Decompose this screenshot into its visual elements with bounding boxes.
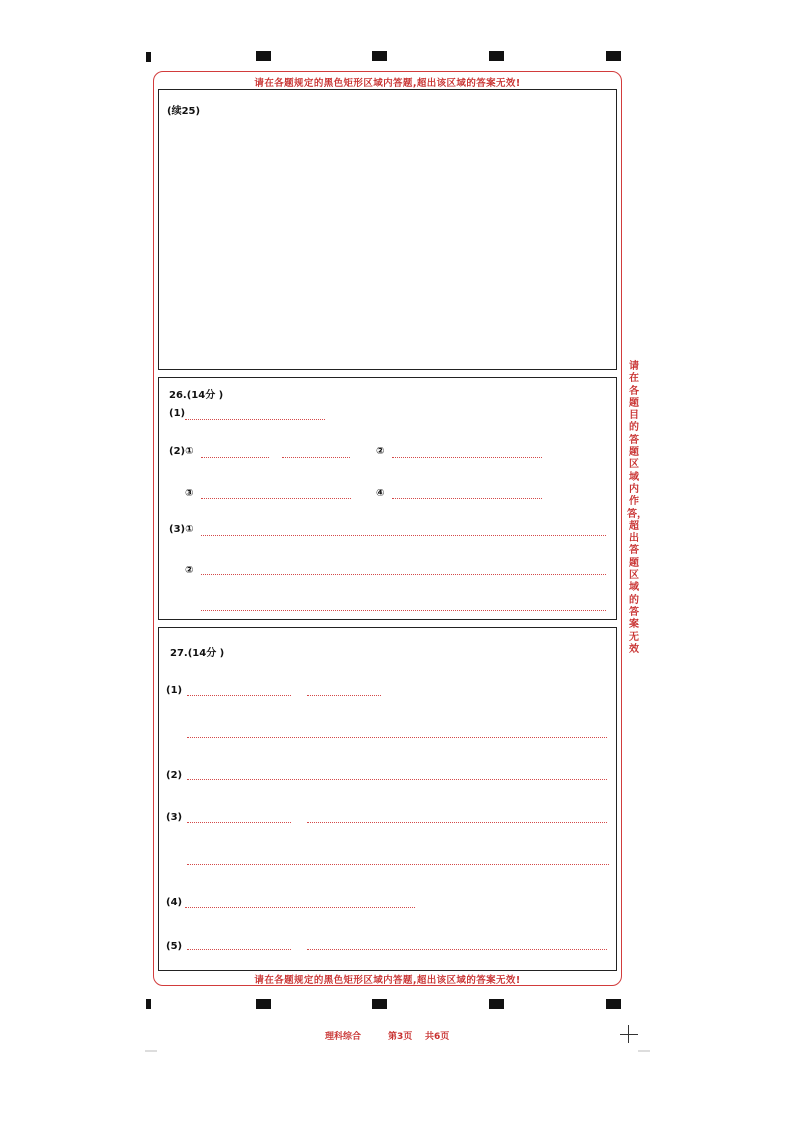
- alignment-marker-top-2: [256, 51, 271, 61]
- alignment-marker-bottom-4: [489, 999, 504, 1009]
- side-notice: 请在各题目的答题区域内作答，超出答题区域的答案无效: [627, 361, 647, 655]
- alignment-marker-bottom-5: [606, 999, 621, 1009]
- q26-part1-label: (1): [169, 408, 186, 419]
- alignment-marker-bottom-2: [256, 999, 271, 1009]
- q26-title: 26.(14分 ): [169, 390, 224, 401]
- answer-box-q26: [158, 377, 617, 620]
- scan-edge-right: [638, 1050, 650, 1052]
- q27-part5-answer-line-a[interactable]: [187, 949, 291, 950]
- q26-part2-2-answer-line[interactable]: [392, 457, 542, 458]
- alignment-marker-bottom-1: [146, 999, 151, 1009]
- q26-part2-3-label: ③: [185, 488, 194, 499]
- alignment-marker-top-1: [146, 52, 151, 62]
- q27-part2-answer-line[interactable]: [187, 779, 607, 780]
- q26-part2-4-answer-line[interactable]: [392, 498, 542, 499]
- q27-part4-label: (4): [166, 897, 183, 908]
- q27-part2-label: (2): [166, 770, 183, 781]
- q27-part1-answer-line-b[interactable]: [307, 695, 381, 696]
- q27-part4-answer-line[interactable]: [185, 907, 415, 908]
- q27-part5-answer-line-b[interactable]: [307, 949, 607, 950]
- q26-part2-3-answer-line[interactable]: [201, 498, 351, 499]
- q26-part2-2-label: ②: [376, 446, 385, 457]
- q27-part3-answer-line-b[interactable]: [307, 822, 607, 823]
- q25-continued-label: (续25): [167, 106, 201, 117]
- q27-part1-answer-line-c[interactable]: [187, 737, 607, 738]
- registration-mark-horizontal: [620, 1034, 638, 1035]
- registration-mark-vertical: [628, 1025, 629, 1043]
- alignment-marker-top-5: [606, 51, 621, 61]
- q26-part3-2-answer-line-a[interactable]: [201, 574, 606, 575]
- q27-part1-label: (1): [166, 685, 183, 696]
- footer-page-number: 第3页: [388, 1032, 413, 1042]
- answer-box-q27: [158, 627, 617, 971]
- q26-part3-1-answer-line[interactable]: [201, 535, 606, 536]
- notice-bottom: 请在各题规定的黑色矩形区域内答题,超出该区域的答案无效!: [254, 975, 521, 986]
- alignment-marker-bottom-3: [372, 999, 387, 1009]
- q27-part1-answer-line-a[interactable]: [187, 695, 291, 696]
- q27-part3-answer-line-c[interactable]: [187, 864, 609, 865]
- q27-part5-label: (5): [166, 941, 183, 952]
- alignment-marker-top-3: [372, 51, 387, 61]
- q26-part2-1-answer-line-a[interactable]: [201, 457, 269, 458]
- q26-part2-1-answer-line-b[interactable]: [282, 457, 350, 458]
- footer-subject: 理科综合: [325, 1032, 362, 1042]
- q27-part3-label: (3): [166, 812, 183, 823]
- q26-part1-answer-line[interactable]: [185, 419, 325, 420]
- q26-part3-2-answer-line-b[interactable]: [201, 610, 606, 611]
- alignment-marker-top-4: [489, 51, 504, 61]
- q26-part3-2-label: ②: [185, 565, 194, 576]
- notice-top: 请在各题规定的黑色矩形区域内答题,超出该区域的答案无效!: [254, 78, 521, 89]
- q26-part2-4-label: ④: [376, 488, 385, 499]
- q26-part2-1-label: (2)①: [169, 446, 194, 457]
- footer-total-pages: 共6页: [425, 1032, 450, 1042]
- q27-part3-answer-line-a[interactable]: [187, 822, 291, 823]
- scan-edge-left: [145, 1050, 157, 1052]
- q27-title: 27.(14分 ): [170, 648, 225, 659]
- q26-part3-1-label: (3)①: [169, 524, 194, 535]
- answer-box-q25-continued[interactable]: [158, 89, 617, 370]
